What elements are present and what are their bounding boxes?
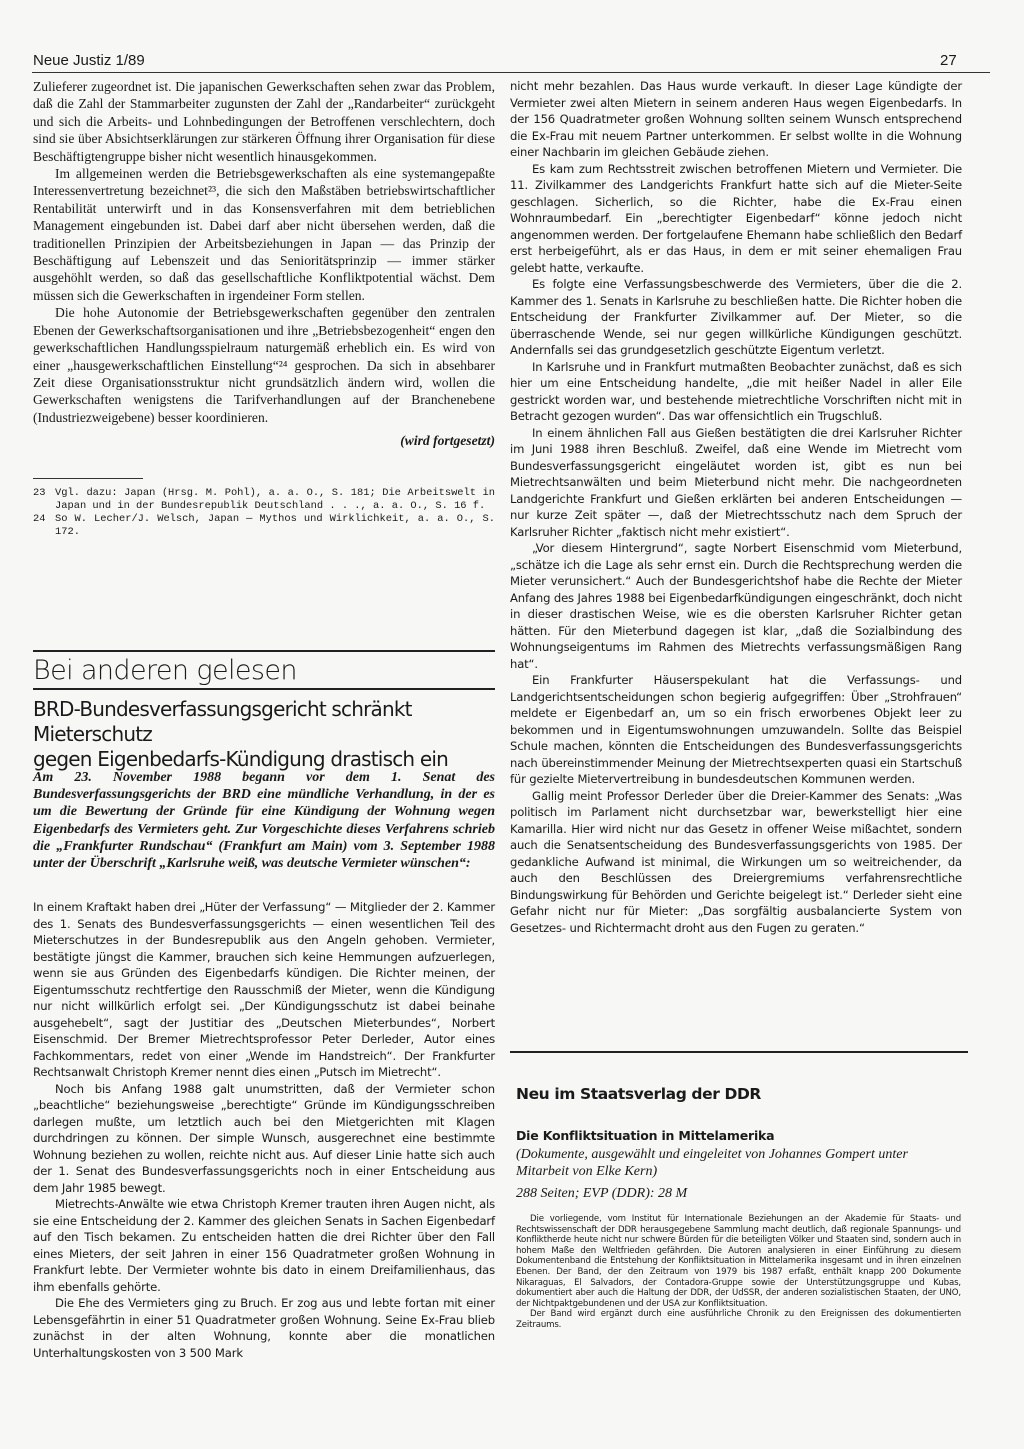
journal-header: Neue Justiz 1/89 [33,52,145,69]
publisher-box-rule [510,1051,968,1053]
paragraph: Mietrechts-Anwälte wie etwa Christoph Kremer trauten ihren Augen nicht, als sie eine Entscheidung der 2. Kammer des gleichen Senats in Sachen Eigenbedarf auf den Tisch bekamen. Zu entscheiden hatten die drei Richter über den Fall eines Mieters, der seit Jahren in einer 156 Quadratmeter großen Wohnung in Frankfurt lebte. Der Vermieter wohnte bis dato in einem Dreifamilienhaus, das ihm ebenfalls gehörte. [33,1197,495,1294]
book-description [516,1214,961,1331]
article-body-left [33,899,495,1361]
paragraph: Es kam zum Rechtsstreit zwischen betroffenen Mietern und Vermieter. Die 11. Zivilkammer des Landgerichts Frankfurt hatte sich auf die Mieter-Seite geschlagen. Sicherlich, so die Richter, habe die Ex-Frau einen Wohnraumbedarf. Ein „berechtigter Eigenbedarf“ könne jedoch nicht angenommen werden. Der fortgelaufene Ehemann habe schließlich den Bedarf erst herbeigeführt, als er das Haus, in dem er mit seiner ehemaligen Frau gelebt hatte, verkaufte. [510,161,962,275]
paragraph: In einem ähnlichen Fall aus Gießen bestätigten die drei Karlsruher Richter im Juni 1988 ihren Beschluß. Zweifel, daß eine Wende im Mietrecht vom Bundesverfassungsgericht eingeläutet worden ist, gibt es nun bei Mietrechtsanwälten und beim Mieterbund nicht mehr. Die nachgeordneten Landgerichte Frankfurt und Gießen erklärten bei anderen Entscheidungen — nur kurze Zeit später —, daß der Mietrechtsschutz nach dem Spruch der Karlsruher Richter „faktisch nicht mehr existiert“. [510,425,962,539]
section-top-rule [33,650,495,652]
publisher-heading: Neu im Staatsverlag der DDR [516,1085,761,1103]
paragraph: Es folgte eine Verfassungsbeschwerde des Vermieters, über die die 2. Kammer des 1. Senats in Karlsruhe zu beschließen hatte. Die Richter hoben die Entscheidung der Frankfurter Zivilkammer auf. Der Mieter, so die überraschende Wende, sei nur gegen willkürliche Kündigungen geschützt. Andernfalls sei das grundgesetzlich geschützte Eigentum verletzt. [510,277,962,357]
paragraph: In einem Kraftakt haben drei „Hüter der Verfassung“ — Mitglieder der 2. Kammer des 1. Senats des Bundesverfassungsgerichts — einen wesentlichen Teil des Mieterschutzes in der Bundesrepublik aus den Angeln gehoben. Vermieter, bestätigte jüngst die Kammer, brauchen sich keine Hemmungen aufzuerlegen, wenn sie aus Gründen des Eigenbedarfs kündigen. Die Richter meinen, der Eigentumsschutz rechtfertige den Rausschmiß der Mieter, wenn die Kündigung nur nicht willkürlich erfolgt sei. „Der Kündigungsschutz ist dabei beinahe ausgehebelt“, sagt der Justitiar des „Deutschen Mieterbundes“, Norbert Eisenschmid. Der Bremer Mietrechtsprofessor Peter Derleder, Autor eines Fachkommentars, redet von einer „Wende im Handstreich“. Der Frankfurter Rechtsanwalt Christoph Kremer nennt dies einen „Putsch im Mietrecht“. [33,900,495,1079]
footnote [33,513,495,539]
paragraph: Die vorliegende, vom Institut für Internationale Beziehungen an der Akademie für Staats- und Rechtswissenschaft der DDR herausgegebene Sammlung macht deutlich, daß regionale Spannungs- und Konfliktherde heute nicht nur schwere Bürden für die beteiligten Völker und Staaten sind, sondern auch in hohem Maße den Weltfrieden gefährden. Die Autoren analysieren in einer Einführung zu diesem Dokumentenband die Entstehung der Konfliktsituation in Mittelamerika insgesamt und in ihren einzelnen Ebenen. Der Band, der den Zeitraum von 1979 bis 1987 erfaßt, enthält knapp 200 Dokumente Nikaraguas, El Salvadors, der Contadora-Gruppe sowie der Unterstützungsgruppe und Kubas, dokumentiert aber auch die Haltung der DDR, der UdSSR, der anderen sozialistischen Staaten, der UNO, der Nichtpaktgebundenen und der USA zur Konfliktsituation. [516,1214,961,1309]
article-title [33,697,503,772]
paragraph: In Karlsruhe und in Frankfurt mutmaßten Beobachter zunächst, daß es sich hier um eine Entscheidung handelte, „die mit heißer Nadel in aller Eile gestrickt worden war, und bestehende mietrechtliche Vorschriften nicht mit in Betracht gezogen wurden“. Das war offensichtlich ein Trugschluß. [510,359,962,423]
paragraph: Zulieferer zugeordnet ist. Die japanischen Gewerkschaften sehen zwar das Problem, daß die Zahl der Stammarbeiter zugunsten der Zahl der „Randarbeiter“ zurückgeht und sich die Arbeits- und Lohnbedingungen der Betroffenen verschlechtern, doch sind sie über Absichtserklärungen zur stärkeren Öffnung ihrer Organisation für diese Beschäftigtengruppe bisher nicht wesentlich hinausgekommen. [33,79,495,164]
header-rule [32,72,990,73]
paragraph: Gallig meint Professor Derleder über die Dreier-Kammer des Senats: „Was politisch im Parlament nicht durchsetzbar war, bewerkstelligt hier eine Kamarilla. Hier wird nicht nur das Gesetz in offener Weise mißachtet, sondern auch die Senatsentscheidung des Bundesverfassungsgerichts von 1985. Der gedankliche Aufwand ist minimal, die Wirkungen um so weitreichender, da auch den Beschlüssen des Dreiergremiums verfahrensrechtliche Bindungswirkung für Behörden und Gerichte beigelegt ist.“ Derleder sieht eine Gefahr nicht nur für Mieter: „Das sorgfältig ausbalancierte System von Gesetzes- und Richtermacht droht aus den Fugen zu geraten.“ [510,788,962,935]
article-body-right [510,78,962,936]
page-number: 27 [940,52,957,69]
paragraph: Noch bis Anfang 1988 galt unumstritten, daß der Vermieter schon „beachtliche“ beziehungsweise „berechtigte“ Gründe im Kündigungsschreiben darlegen mußte, um letztlich auch bei den Mietgerichten mit Klagen durchdringen zu können. Der simple Wunsch, ausgerechnet eine bestimmte Wohnung beziehen zu wollen, reichte nicht aus. Auf dieser Linie hatte sich auch der 1. Senat des Bundesverfassungsgerichts noch in einer Entscheidung aus dem Jahr 1985 bewegt. [33,1081,495,1195]
paragraph: nicht mehr bezahlen. Das Haus wurde verkauft. In dieser Lage kündigte der Vermieter zwei alten Mietern in seinem anderen Haus wegen Eigenbedarfs. In der 156 Quadratmeter großen Wohnung sollten seinem Wunsch entsprechend die Ex-Frau mit neuem Partner unterkommen. Er selbst wollte in die Wohnung einer Nachbarin im gleichen Gebäude ziehen. [510,79,962,159]
footnote-number: 23 [33,486,46,499]
book-info: 288 Seiten; EVP (DDR): 28 M [516,1186,688,1201]
article-title-line: gegen Eigenbedarfs-Kündigung drastisch ein [33,747,448,771]
article-title-line: BRD-Bundesverfassungsgericht schränkt Mieterschutz [33,697,412,746]
section-heading-rule [33,688,495,690]
paragraph: Der Band wird ergänzt durch eine ausführliche Chronik zu den Ereignissen des dokumentierten Zeitraums. [516,1309,961,1330]
footnote-rule [33,478,143,479]
book-subtitle: (Dokumente, ausgewählt und eingeleitet von Johannes Gompert unter Mitarbeit von Elke Kern) [516,1147,908,1179]
paragraph: Ein Frankfurter Häuserspekulant hat die Verfassungs- und Landgerichtsentscheidungen schon begierig aufgegriffen: Über „Strohfrauen“ meldete er Eigenbedarf an, um so ein frisch erworbenes Objekt leer zu bekommen und in Eigentumswohnungen umzuwandeln. Sollte das Beispiel Schule machen, könnten die Entscheidungen des Bundesverfassungsgerichts nach übereinstimmender Meinung der Mietrechtsexperten quasi ein Startschuß für gezielte Mietervertreibung in bundesdeutschen Kommunen werden. [510,673,962,786]
to-be-continued-note: (wird fortgesetzt) [400,433,495,449]
article-lead: Am 23. November 1988 begann vor dem 1. Senat des Bundesverfassungsgerichts der BRD eine mündliche Verhandlung, in der es um die Bewertung der Gründe für eine Kündigung der Wohnung wegen Eigenbedarfs des Vermieters geht. Zur Vorgeschichte dieses Verfahrens schrieb die „Frankfurter Rundschau“ (Frankfurt am Main) vom 3. September 1988 unter der Überschrift „Karlsruhe weiß, was deutsche Vermieter wünschen“: [33,770,495,872]
footnotes [33,487,495,539]
footnote-text: So W. Lecher/J. Welsch, Japan — Mythos und Wirklichkeit, a. a. O., S. 172. [55,512,495,538]
paragraph: Die Ehe des Vermieters ging zu Bruch. Er zog aus und lebte fortan mit einer Lebensgefährtin in einer 51 Quadratmeter großen Wohnung. Seine Ex-Frau blieb zunächst in der alten Wohnung, konnte aber die monatlichen Unterhaltungskosten von 3 500 Mark [33,1296,495,1360]
left-column-continued-article [33,78,495,539]
footnote [33,487,495,513]
section-heading: Bei anderen gelesen [33,655,297,686]
paragraph: „Vor diesem Hintergrund“, sagte Norbert Eisenschmid vom Mieterbund, „schätze ich die Lage als sehr ernst ein. Durch die Rechtsprechung werden die Mieter verunsichert.“ Auch der Bundesgerichtshof habe die Rechte der Mieter Anfang des Jahres 1988 bei Eigenbedarfkündigungen eingeschränkt, doch nicht in dieser drastischen Weise, wie es die obersten Karlsruher Richter getan hätten. Für den Mieterbund dagegen ist klar, „daß die Sozialbindung des Wohnungseigentums im Rahmen des Mietrechts verfassungsmäßigen Rang hat“. [510,541,962,671]
footnote-number: 24 [33,512,46,525]
paragraph: Im allgemeinen werden die Betriebsgewerkschaften als eine systemangepaßte Interessenvertretung bezeichnet²³, die sich den Maßstäben betriebswirtschaftlicher Rentabilität unterwirft und in das Konsensverfahren mit dem betrieblichen Management eingebunden ist. Dabei darf aber nicht übersehen werden, daß die traditionellen Prinzipien der Arbeitsbeziehungen in Japan — das Prinzip der Beschäftigung auf Lebenszeit und das Senioritätsprinzip — immer stärker ausgehöhlt werden, so daß das gesellschaftliche Konfliktpotential wächst. Dem müssen sich die Gewerkschaften in irgendeiner Form stellen. [33,166,495,303]
paragraph: Die hohe Autonomie der Betriebsgewerkschaften gegenüber den zentralen Ebenen der Gewerkschaftsorganisationen und ihre „Betriebsbezogenheit“ engen den gewerkschaftlichen Handlungsspielraum naturgemäß erheblich ein. Es wird von einer „hausgewerkschaftlichen Einstellung“²⁴ gesprochen. Da sich in absehbarer Zeit diese Organisationsstruktur nicht grundsätzlich ändern wird, wollen die Gewerkschaften wenigstens die Tarifverhandlungen auf der Branchenebene (Industriezweigebene) besser koordinieren. [33,305,495,425]
footnote-text: Vgl. dazu: Japan (Hrsg. M. Pohl), a. a. O., S. 181; Die Arbeitswelt in Japan und in der Bundesrepublik Deutschland . . ., a. a. O., S. 16 f. [55,486,495,512]
book-title: Die Konfliktsituation in Mittelamerika [516,1128,775,1143]
